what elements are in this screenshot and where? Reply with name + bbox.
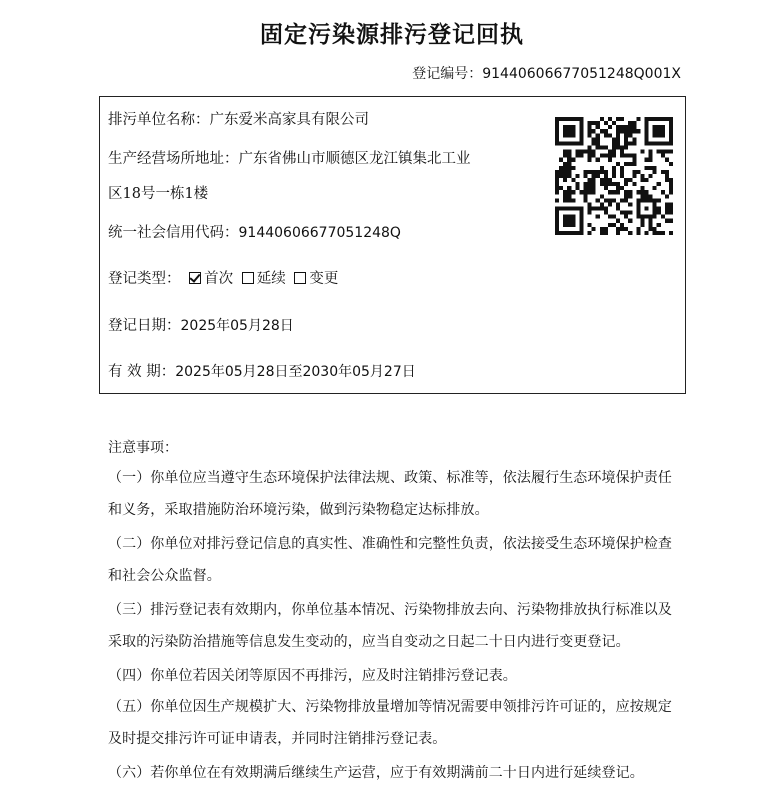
registration-date-row [108, 317, 294, 335]
type-option-change-label: 变更 [309, 271, 339, 287]
address-label: 生产经营场所地址： [108, 151, 239, 167]
credit-code-value: 91440606677051248Q [238, 225, 401, 241]
address-value-line2: 区18号一栋1楼 [108, 186, 209, 202]
note-item: （三）排污登记表有效期内，你单位基本情况、污染物排放去向、污染物排放执行标准以及采取的污染防治措施等信息发生变动的，应当自变动之日起二十日内进行变更登记。 [108, 602, 672, 650]
qr-code-icon [555, 117, 673, 235]
page-title: 固定污染源排污登记回执 [260, 22, 524, 48]
unit-name-value: 广东爱米高家具有限公司 [209, 112, 369, 128]
unit-name-label: 排污单位名称： [108, 112, 210, 128]
validity-label: 有 效 期： [108, 364, 176, 380]
validity-row [108, 363, 416, 381]
type-option-first [185, 271, 233, 287]
checked-checkbox-icon [189, 272, 201, 284]
type-option-first-label: 首次 [204, 271, 234, 287]
notes-title: 注意事项： [108, 440, 178, 456]
note-item: （五）你单位因生产规模扩大、污染物排放量增加等情况需要申领排污许可证的，应按规定及时提交排污许可证申请表，并同时注销排污登记表。 [108, 699, 672, 747]
checkbox-icon [294, 272, 306, 284]
note-item: （六）若你单位在有效期满后继续生产运营，应于有效期满前二十日内进行延续登记。 [108, 765, 644, 781]
registration-number-label: 登记编号： [412, 66, 483, 82]
note-item: （四）你单位若因关闭等原因不再排污，应及时注销排污登记表。 [108, 668, 517, 684]
registration-date-label: 登记日期： [108, 318, 181, 334]
registration-number [412, 63, 681, 83]
registration-number-value: 91440606677051248Q001X [482, 66, 681, 82]
validity-value: 2025年05月28日至2030年05月27日 [175, 364, 416, 380]
note-item: （二）你单位对排污登记信息的真实性、准确性和完整性负责，依法接受生态环境保护检查和社会公众监督。 [108, 536, 672, 584]
unit-name-row [108, 111, 369, 129]
registration-type-label: 登记类型： [108, 271, 181, 287]
type-option-renew-label: 延续 [256, 271, 286, 287]
type-option-renew [238, 271, 286, 287]
note-item: （一）你单位应当遵守生态环境保护法律法规、政策、标准等，依法履行生态环境保护责任和义务，采取措施防治环境污染，做到污染物稳定达标排放。 [108, 470, 672, 518]
address-value-line1: 广东省佛山市顺德区龙江镇集北工业 [238, 151, 471, 167]
registration-date-value: 2025年05月28日 [180, 318, 294, 334]
registration-info-box [99, 96, 686, 394]
credit-code-row [108, 224, 401, 242]
type-option-change [290, 271, 338, 287]
address-row [108, 150, 471, 168]
credit-code-label: 统一社会信用代码： [108, 225, 239, 241]
registration-type-row [108, 270, 338, 288]
checkbox-icon [242, 272, 254, 284]
